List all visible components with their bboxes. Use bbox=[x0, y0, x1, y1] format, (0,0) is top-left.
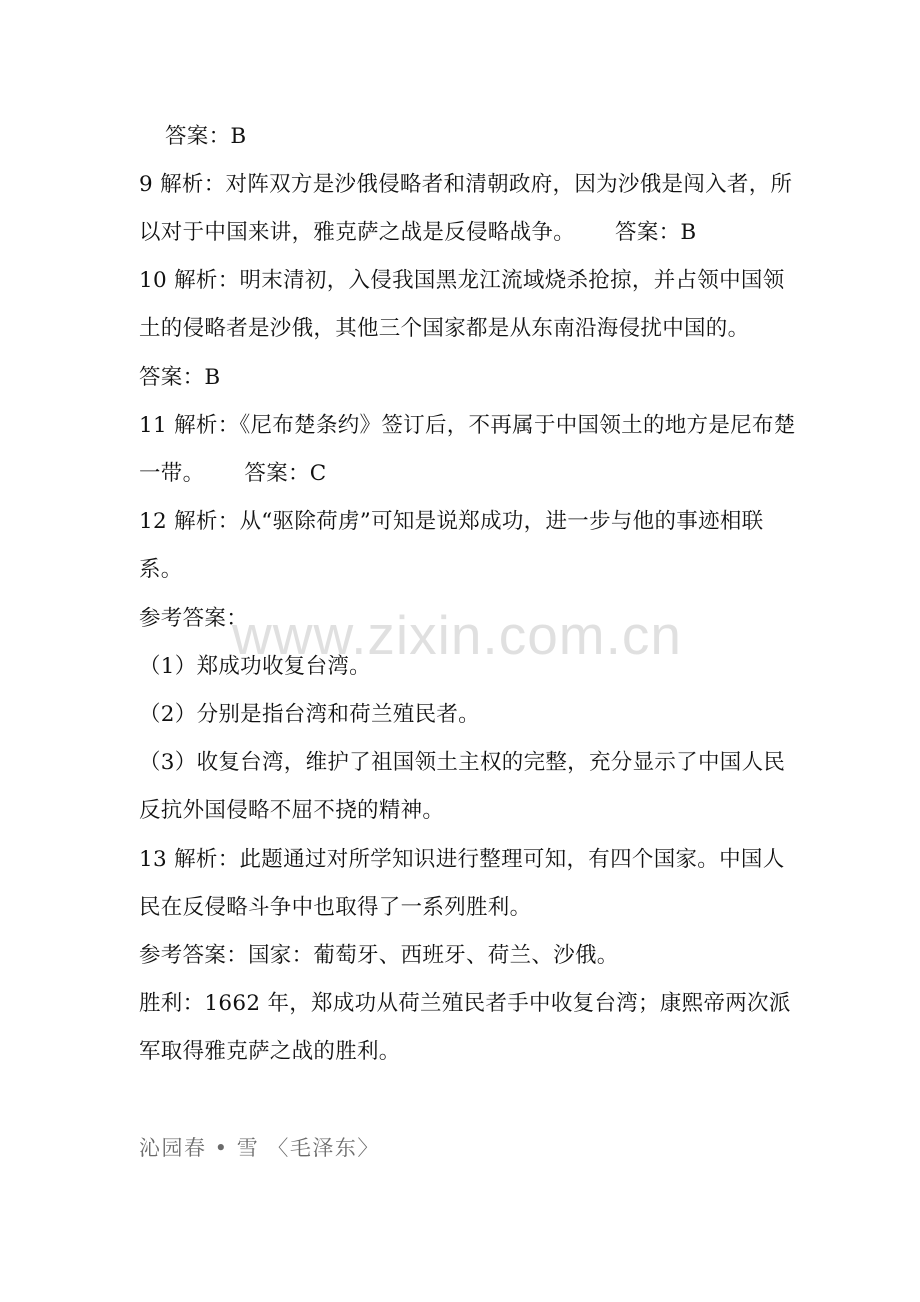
answer-13-victories-line-2: 军取得雅克萨之战的胜利。 bbox=[139, 1039, 401, 1064]
answer-line-8: 答案：B bbox=[165, 124, 247, 149]
answer-12-item-3-line-2: 反抗外国侵略不屈不挠的精神。 bbox=[139, 798, 445, 823]
analysis-11-text: 一带。 bbox=[139, 461, 205, 486]
analysis-10-line-2: 土的侵略者是沙俄，其他三个国家都是从东南沿海侵扰中国的。 bbox=[139, 316, 750, 341]
answer-9: 答案：B bbox=[615, 220, 697, 245]
analysis-9-line-1: 9 解析：对阵双方是沙俄侵略者和清朝政府，因为沙俄是闯入者，所 bbox=[139, 172, 793, 197]
analysis-10-line-1: 10 解析：明末清初，入侵我国黑龙江流域烧杀抢掠，并占领中国领 bbox=[139, 268, 785, 293]
answer-13-victories-line-1: 胜利：1662 年，郑成功从荷兰殖民者手中收复台湾；康熙帝两次派 bbox=[139, 991, 791, 1016]
analysis-11-line-1: 11 解析：《尼布楚条约》签订后，不再属于中国领土的地方是尼布楚 bbox=[139, 413, 796, 438]
analysis-11-line-2 bbox=[139, 459, 327, 489]
answer-11: 答案：C bbox=[244, 461, 327, 486]
reference-answer-heading: 参考答案： bbox=[139, 606, 249, 631]
watermark: www.zixin.com.cn bbox=[232, 604, 682, 666]
analysis-9-text: 以对于中国来讲，雅克萨之战是反侵略战争。 bbox=[139, 220, 576, 245]
answer-12-item-2: （2）分别是指台湾和荷兰殖民者。 bbox=[139, 702, 480, 727]
answer-10: 答案：B bbox=[139, 365, 221, 390]
poem-title: 沁园春 • 雪 〈毛泽东〉 bbox=[139, 1136, 380, 1160]
analysis-9-line-2 bbox=[139, 218, 697, 248]
analysis-13-line-2: 民在反侵略斗争中也取得了一系列胜利。 bbox=[139, 895, 532, 920]
answer-12-item-3-line-1: （3）收复台湾，维护了祖国领土主权的完整，充分显示了中国人民 bbox=[139, 750, 786, 775]
analysis-12-line-2: 系。 bbox=[139, 557, 183, 582]
answer-12-item-1: （1）郑成功收复台湾。 bbox=[139, 654, 371, 679]
analysis-12-line-1: 12 解析：从“驱除荷虏”可知是说郑成功，进一步与他的事迹相联 bbox=[139, 509, 764, 534]
answer-13-countries: 参考答案：国家：葡萄牙、西班牙、荷兰、沙俄。 bbox=[139, 943, 619, 968]
analysis-13-line-1: 13 解析：此题通过对所学知识进行整理可知，有四个国家。中国人 bbox=[139, 847, 785, 872]
